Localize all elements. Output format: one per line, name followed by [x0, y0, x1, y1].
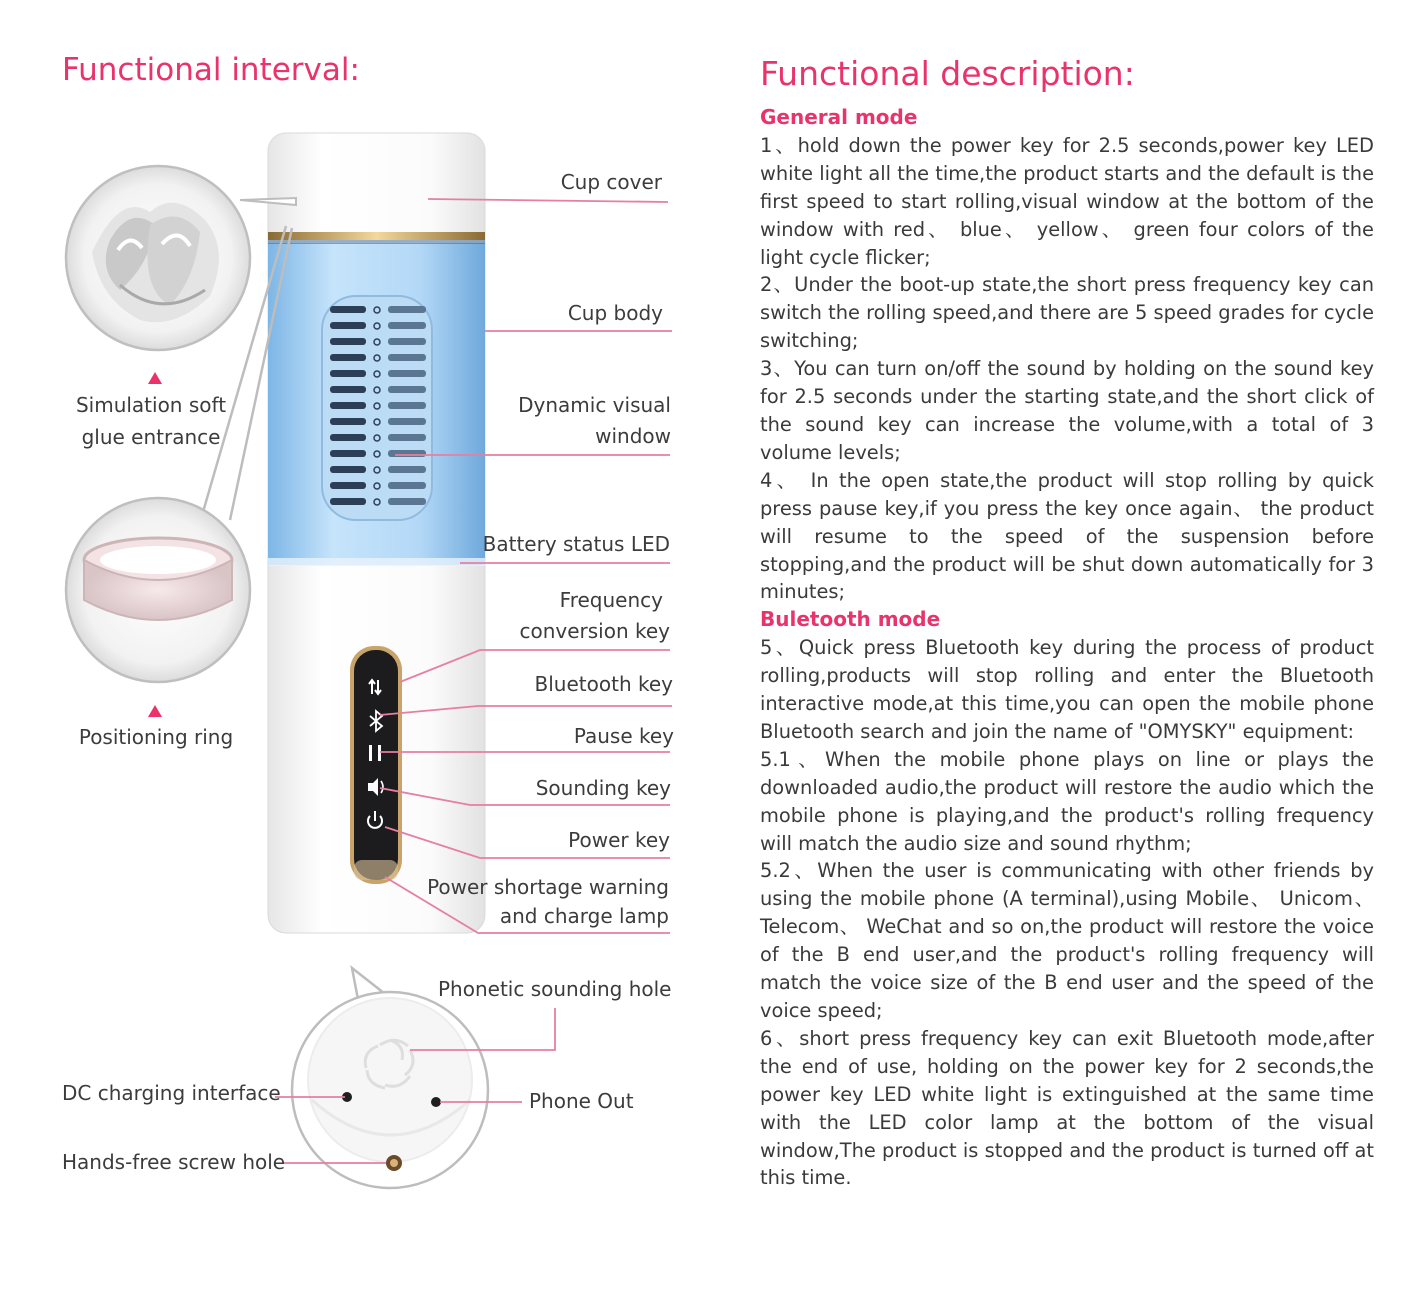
label-warning-lamp-line2: and charge lamp: [499, 904, 669, 928]
glue-entrance-image: [66, 166, 296, 350]
desc-paragraph-5: 5、Quick press Bluetooth key during the process of product rolling,products will stop rolling and enter the Bluetooth interactive mode,at this time,you can open the mobile phone Bluetooth search and join the name of "OMYSKY" equipment:: [760, 636, 1374, 743]
visual-window-grille: [322, 296, 432, 520]
label-dc-interface: DC charging interface: [62, 1081, 281, 1105]
general-mode-title: General mode: [760, 105, 918, 129]
label-positioning-ring: Positioning ring: [78, 725, 234, 749]
functional-description: [760, 104, 1374, 1192]
bluetooth-mode-title: Buletooth mode: [760, 607, 941, 632]
desc-paragraph-2: 2、Under the boot-up state,the short press frequency key can switch the rolling speed,and there are 5 speed grades for cycle switching;: [760, 273, 1374, 353]
label-frequency-line2: conversion key: [519, 619, 670, 643]
label-screw-hole: Hands-free screw hole: [62, 1150, 286, 1174]
label-cup-body: Cup body: [567, 301, 663, 325]
label-battery-led: Battery status LED: [482, 532, 670, 556]
control-panel: [350, 646, 402, 884]
label-sounding-key: Sounding key: [535, 776, 671, 800]
desc-paragraph-5-1: 5.1、When the mobile phone plays on line or plays the downloaded audio,the product will restore the audio which the mobile phone is playing,and the product's rolling frequency will match the audio size and sound rhythm;: [760, 747, 1374, 855]
desc-paragraph-5-2: 5.2、When the user is communicating with other friends by using the mobile phone (A terminal),using Mobile、 Unicom、 Telecom、 WeChat and so on,the product will restore the voice of the B end user,and the product's rolling frequency will match the voice size of the B end user and the speed of the voice speed;: [760, 859, 1374, 1022]
label-entrance-line1: Simulation soft: [75, 393, 227, 417]
label-phone-out: Phone Out: [529, 1089, 634, 1113]
desc-paragraph-1: 1、hold down the power key for 2.5 seconds,power key LED white light all the time,the product starts and the default is the first speed to start rolling,visual window at the bottom of the window with red、 blue、 yellow、 green four colors of the light cycle flicker;: [760, 133, 1374, 269]
entrance-marker-icon: [148, 372, 162, 384]
label-sound-hole: Phonetic sounding hole: [438, 977, 672, 1001]
phone-out-port-icon: [431, 1097, 441, 1107]
label-pause-key: Pause key: [573, 724, 674, 748]
desc-paragraph-6: 6、short press frequency key can exit Bluetooth mode,after the end of use, holding on the power key for 2 seconds,the power key LED white light is extinguished at the same time with the LED color lamp at the bottom of the visual window,The product is stopped and the product is turned off at this time.: [760, 1026, 1374, 1190]
right-heading: Functional description:: [760, 54, 1135, 93]
label-bluetooth-key: Bluetooth key: [534, 672, 673, 696]
positioning-ring-image: [66, 498, 250, 682]
label-visual-window-line1: Dynamic visual: [518, 393, 671, 417]
label-power-key: Power key: [568, 828, 670, 852]
ring-marker-icon: [148, 705, 162, 717]
desc-paragraph-3: 3、You can turn on/off the sound by holding on the sound key for 2.5 seconds under the starting state,and the short click of the sound key can increase the volume,with a total of 3 volume levels;: [760, 357, 1374, 464]
label-warning-lamp-line1: Power shortage warning: [427, 875, 669, 899]
label-visual-window-line2: window: [595, 424, 671, 448]
desc-paragraph-4: 4、 In the open state,the product will stop rolling by quick press pause key,if you press the key once again、 the product will resume to the speed of the suspension before stopping,and the product will be shut down automatically for 3 minutes;: [760, 468, 1374, 604]
label-frequency-line1: Frequency: [559, 588, 663, 612]
left-heading: Functional interval:: [62, 52, 360, 88]
label-cup-cover: Cup cover: [560, 170, 662, 194]
label-entrance-line2: glue entrance: [81, 425, 221, 449]
